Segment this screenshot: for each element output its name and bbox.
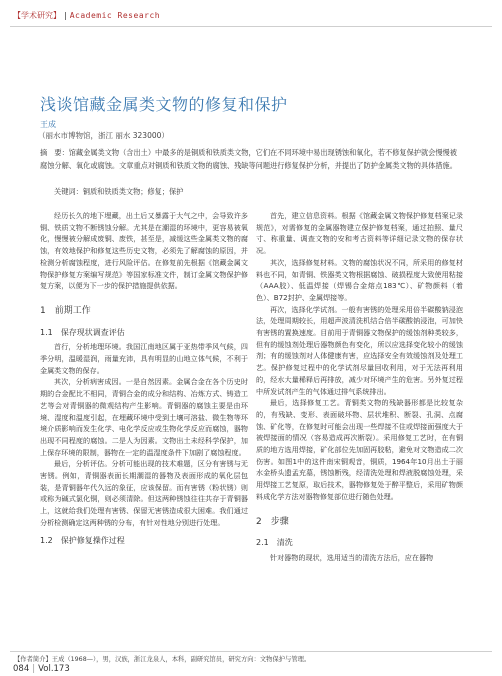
footnote-rule: [10, 651, 492, 652]
section-tag-cn: 【学术研究】: [13, 11, 61, 20]
section-tag-en: Academic Research: [69, 11, 161, 20]
paragraph: 首行，分析地理环境。我国江南地区属于亚热带季风气候，四季分明，温暖湿润，雨量充沛，具有明显的山地立体气候，不利于金属类文物的保存。: [40, 342, 248, 375]
author-affiliation: （丽水市博物馆，浙江 丽水 323000）: [38, 131, 169, 140]
section-heading: 2 步骤: [256, 516, 289, 527]
author-footnote: 【作者简介】王成（1968—），男，汉族，浙江龙泉人，本科，副研究馆员，研究方向：文物保护与管理。: [14, 656, 311, 663]
subsection-heading: 1.2 保护修复操作过程: [40, 535, 125, 545]
page-footer-separator: |: [32, 664, 36, 674]
paragraph: 最后，选择修复工艺。青铜类文物的残缺器形都是比较复杂的，有残缺、变形、表面破坏物、层状堆积、断裂、孔洞、点腐蚀、矿化等，在修复时可能会出现一些焊接不住或焊接面强度大于被焊接面的情况（容易造成再次断裂）。采用修复工艺时，在有铜质的地方选用焊接，矿化部位先加固再胶粘，避免对文物造成二次伤害。如图1中的这件南宋铜观音，铜质，1964年10月出土于丽水金桥头遗孟充墓，锈蚀断残，经清洗处理和焊液脱腐蚀处理，采用焊接工艺复原，取后技术，器物修复处于醉平整后，采用矿物颜料成化学方法对器物修复部位进行随色处理。: [256, 398, 463, 501]
article-title: 浅谈馆藏金属类文物的修复和保护: [40, 95, 288, 114]
paragraph: 针对器物的现状，选用适当的清洗方法后，应在器物: [270, 552, 434, 562]
body-column-left: [40, 210, 248, 549]
body-column-right: [256, 210, 463, 564]
subsection-heading: 1.1 保存现状调查评估: [40, 327, 125, 337]
paragraph: 再次，选择化学试剂。一般有害锈的处理采用倍半碳酸钠浸泡法，处理周期较长，用超声波清洗机结合倍半碳酸钠浸泡，可加快有害锈的置换速度。目前用于青铜器文物保护的缓蚀剂种类较多，但有的缓蚀剂处理后器物颜色有变化，所以应选择变化较小的缓蚀剂；有的缓蚀剂对人体健康有害，应选择安全有效缓蚀剂及处理工艺。保护修复过程中的化学试剂尽量回收利用，对于无法再利用的，经水大量稀释后再排放，减少对环境产生的危害。另外复过程中所发试剂产生的气体通过排气系统排出。: [256, 304, 463, 396]
header-rule: [10, 26, 492, 27]
section-heading: 1 前期工作: [40, 305, 91, 316]
paragraph: 经历长久的地下埋藏，出土后又暴露于大气之中，会导致许多铜、铁质文物不断锈蚀分解。尤其是在潮湿的环境中，更容易被氧化，慢慢被分解成废铜、废铁，甚至是，减缓这些金属类文物的腐蚀，有效地保护和修复这些历史文物，必须先了解腐蚀的原因，并检测分析腐蚀程度，进行风险评估。在修复前先根据《馆藏金属文物保护修复方案编写规范》等国家标准文件，制订金属文物保护修复方案，以便为下一步的保护措施提供依据。: [40, 211, 248, 291]
page-number: 084: [13, 664, 30, 674]
abstract: 摘 要：馆藏金属类文物（含出土）中最多的是铜质和铁质类文物，它们在不同环境中易出现锈蚀和氧化，若不修复保护就会慢慢被腐蚀分解、氧化或腐蚀。文章重点对铜质和铁质文物的腐蚀、残缺等问题进行修复保护分析，并提出了防护金属类文物的具体措施。: [40, 148, 457, 170]
running-header: [13, 10, 160, 21]
volume-label: Vol.173: [38, 664, 70, 674]
keywords: 关键词：铜质和铁质类文物；修复；保护: [54, 187, 184, 196]
subsection-heading: 2.1 清洗: [256, 538, 293, 548]
paragraph: 首先，建立信息资料。根据《馆藏金属文物保护修复档案记录规范》，对需修复的金属器物建立保护修复档案，通过拍照、量尺寸、称重量、调查文物的安和考古资料等详细记录文物的保存状况。: [256, 211, 463, 256]
paragraph: 最后，分析评估。分析可能出现的技术难题，区分有害锈与无害锈。例如，青铜器表面长期潮湿的器物及表面形成的氧化层包装，是青铜器年代久远的象征，应该保留。而有害锈（粉状锈）则或称为碱式氯化铜，则必须清除。但这两种锈蚀往往共存于青铜器上，这就给我们处理有害锈、保留无害锈造成很大困难。我们通过分析检测确定这两种锈的分布，有针对性地分别进行处理。: [40, 459, 248, 527]
paragraph: 其次，选择修复材料。文物的腐蚀状况不同，所采用的修复材料也不同，如青铜、铁器类文物根据腐蚀、破损程度大致使用粘接（AAA胶）、低温焊接（焊锡合金熔点183℃）、矿物颜料（着色）、B72封护、金属焊接等。: [256, 257, 463, 302]
author-name: 王成: [40, 120, 56, 129]
paragraph: 其次，分析病害成因。一是自然因素。金属合金在各个历史时期的合金配比不相同，青铜合金的成分和结构、冶炼方式、铸造工艺等会对青铜器的微观结构产生影响。青铜器的腐蚀主要是由环境、湿度和温度引起，在埋藏环境中受到土壤可溶盐、微生物等环境介质影响而发生化学、电化学反应或生物化学反应而腐蚀，器物出现不同程度的腐蚀。二是人为因素。文物出土未经科学保护，加上保存环境的限制，器物在一定的温湿度条件下加剧了腐蚀程度。: [40, 377, 248, 457]
page-footer: [13, 664, 70, 674]
header-separator: |: [64, 11, 67, 20]
